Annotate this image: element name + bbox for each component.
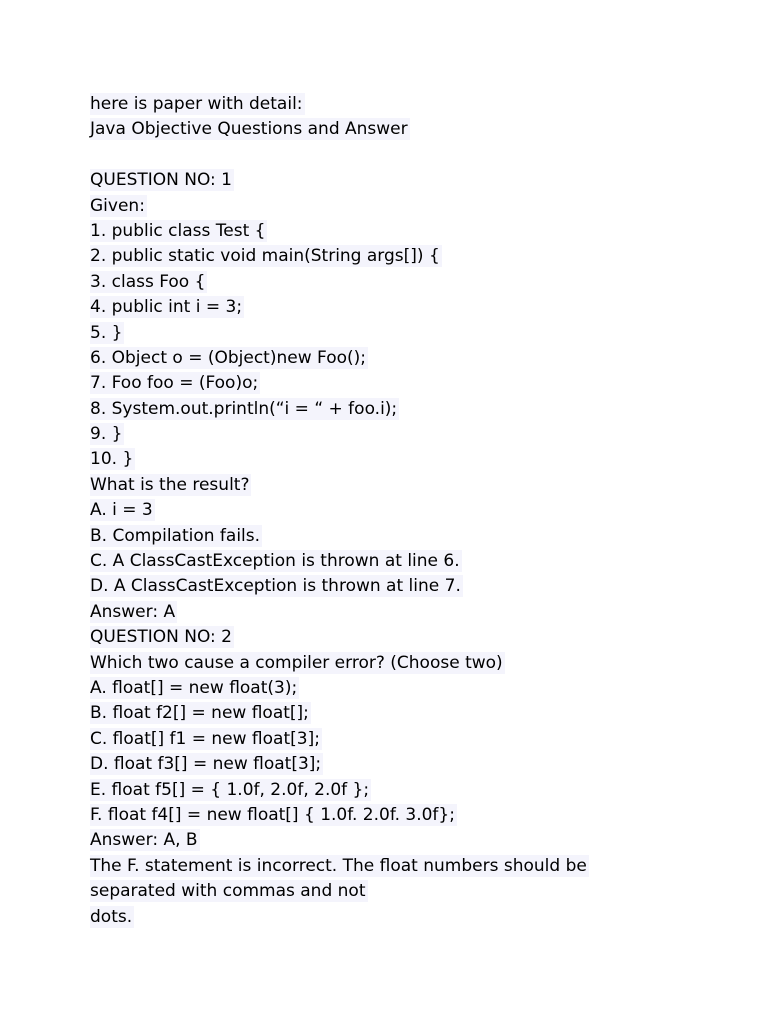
code-text: 8. System.out.println(“i = “ + foo.i);: [90, 398, 398, 419]
code-text: 4. public int i = 3;: [90, 297, 243, 318]
intro-text: here is paper with detail:: [90, 94, 303, 114]
code-text: 2. public static void main(String args[]) {: [90, 246, 440, 267]
question-1-heading: QUESTION NO: 1: [90, 170, 233, 191]
given-line: [90, 194, 730, 219]
question-2-answer: Answer: A, B: [90, 830, 198, 851]
document-title: Java Objective Questions and Answer: [90, 119, 408, 140]
question-2-heading: QUESTION NO: 2: [90, 627, 233, 648]
option-text: B. Compilation fails.: [90, 525, 261, 546]
code-text: 9. }: [90, 424, 123, 445]
given-label: Given:: [90, 195, 145, 216]
question-1-answer-line: [90, 600, 730, 625]
question-1-answer: Answer: A: [90, 601, 176, 622]
code-line-6: [90, 346, 730, 371]
question-1-heading-line: [90, 168, 730, 193]
option-text: C. float[] f1 = new float[3];: [90, 728, 320, 749]
question-2-option-a: [90, 676, 730, 701]
option-text: D. A ClassCastException is thrown at line 7.: [90, 576, 461, 597]
question-2-prompt-line: [90, 651, 730, 676]
question-2-option-e: [90, 778, 730, 803]
code-line-4: [90, 295, 730, 320]
question-1-prompt-line: [90, 473, 730, 498]
explanation-text: dots.: [90, 906, 133, 927]
question-1-option-d: [90, 574, 730, 599]
code-text: 1. public class Test {: [90, 220, 266, 241]
question-2-option-d: [90, 752, 730, 777]
question-2-answer-line: [90, 828, 730, 853]
blank-line: [90, 143, 730, 168]
option-text: A. float[] = new float(3);: [90, 677, 298, 698]
code-text: 10. }: [90, 449, 134, 470]
code-text: 6. Object o = (Object)new Foo();: [90, 347, 366, 368]
title-line: [90, 117, 730, 142]
code-line-3: [90, 270, 730, 295]
code-line-5: [90, 321, 730, 346]
option-text: D. float f3[] = new float[3];: [90, 754, 322, 775]
code-text: 5. }: [90, 322, 123, 343]
option-text: B. float f2[] = new float[];: [90, 703, 309, 724]
document-body: [90, 92, 730, 930]
question-1-option-b: [90, 524, 730, 549]
question-1-option-a: [90, 498, 730, 523]
question-2-heading-line: [90, 625, 730, 650]
code-line-1: [90, 219, 730, 244]
code-text: 3. class Foo {: [90, 271, 206, 292]
question-2-option-f: [90, 803, 730, 828]
intro-line: [90, 92, 730, 117]
explanation-line-2: [90, 879, 730, 904]
code-text: 7. Foo foo = (Foo)o;: [90, 373, 259, 394]
option-text: C. A ClassCastException is thrown at line 6.: [90, 551, 460, 572]
code-line-7: [90, 371, 730, 396]
explanation-text: The F. statement is incorrect. The float numbers should be: [90, 855, 587, 876]
question-2-option-c: [90, 727, 730, 752]
explanation-text: separated with commas and not: [90, 881, 366, 902]
question-2-prompt: Which two cause a compiler error? (Choose two): [90, 652, 503, 673]
code-line-8: [90, 397, 730, 422]
code-line-10: [90, 447, 730, 472]
code-line-9: [90, 422, 730, 447]
option-text: E. float f5[] = { 1.0f, 2.0f, 2.0f };: [90, 779, 370, 800]
option-text: A. i = 3: [90, 500, 153, 521]
option-text: F. float f4[] = new float[] { 1.0f. 2.0f. 3.0f};: [90, 804, 455, 825]
code-line-2: [90, 244, 730, 269]
explanation-line-1: [90, 854, 730, 879]
explanation-line-3: [90, 905, 730, 930]
question-1-option-c: [90, 549, 730, 574]
question-1-prompt: What is the result?: [90, 474, 250, 495]
question-2-option-b: [90, 701, 730, 726]
